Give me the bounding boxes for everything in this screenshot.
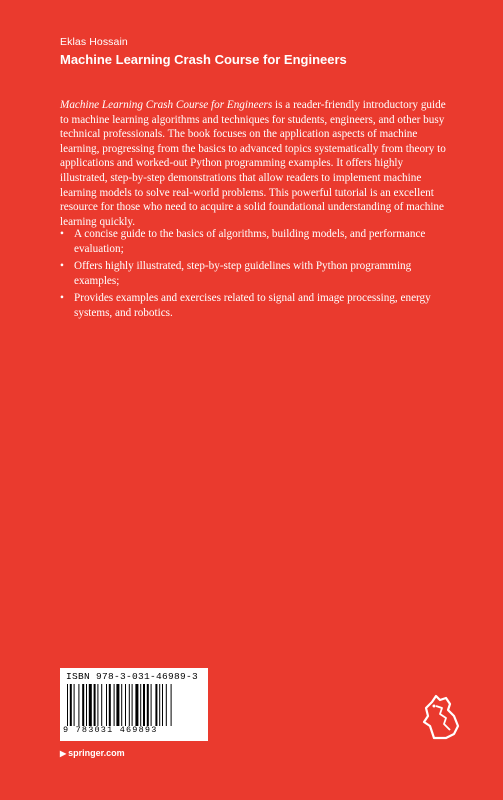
bullet-icon: • xyxy=(60,228,64,240)
feature-text: Provides examples and exercises related to signal and image processing, energy systems, and robotics. xyxy=(74,292,431,319)
springer-horse-logo-icon xyxy=(420,694,462,740)
arrow-icon: ▶ xyxy=(60,749,67,758)
feature-list xyxy=(60,227,440,324)
feature-item xyxy=(60,227,440,256)
publisher-url: springer.com xyxy=(68,748,125,758)
feature-item xyxy=(60,259,440,288)
isbn-number: ISBN 978-3-031-46989-3 xyxy=(66,671,199,682)
barcode-digits: 9 783031 469893 xyxy=(63,725,158,735)
book-title: Machine Learning Crash Course for Engineers xyxy=(60,52,347,67)
isbn-barcode xyxy=(60,668,208,741)
barcode-bars xyxy=(67,684,201,726)
publisher-link[interactable] xyxy=(60,748,125,758)
feature-text: Offers highly illustrated, step-by-step guidelines with Python programming examples; xyxy=(74,260,412,287)
feature-text: A concise guide to the basics of algorithms, building models, and performance evaluation; xyxy=(74,228,426,255)
feature-item xyxy=(60,291,440,320)
description-italic-title: Machine Learning Crash Course for Engineers xyxy=(60,99,273,111)
author-name: Eklas Hossain xyxy=(60,36,128,48)
bullet-icon: • xyxy=(60,260,64,273)
description-text: is a reader-friendly introductory guide to machine learning algorithms and techniques for students, engineers, and other busy technical professionals. The book focuses on the application aspects of machine learning, progressing from the basics to advanced topics systematically from theory to applications and worked-out Python programming examples. It offers highly illustrated, step-by-step demonstrations that allow readers to implement machine learning models to solve real-world problems. This powerful tutorial is an excellent resource for those who need to acquire a solid foundational understanding of machine learning quickly. xyxy=(60,99,446,228)
book-description xyxy=(60,98,450,229)
bullet-icon: • xyxy=(60,292,64,305)
